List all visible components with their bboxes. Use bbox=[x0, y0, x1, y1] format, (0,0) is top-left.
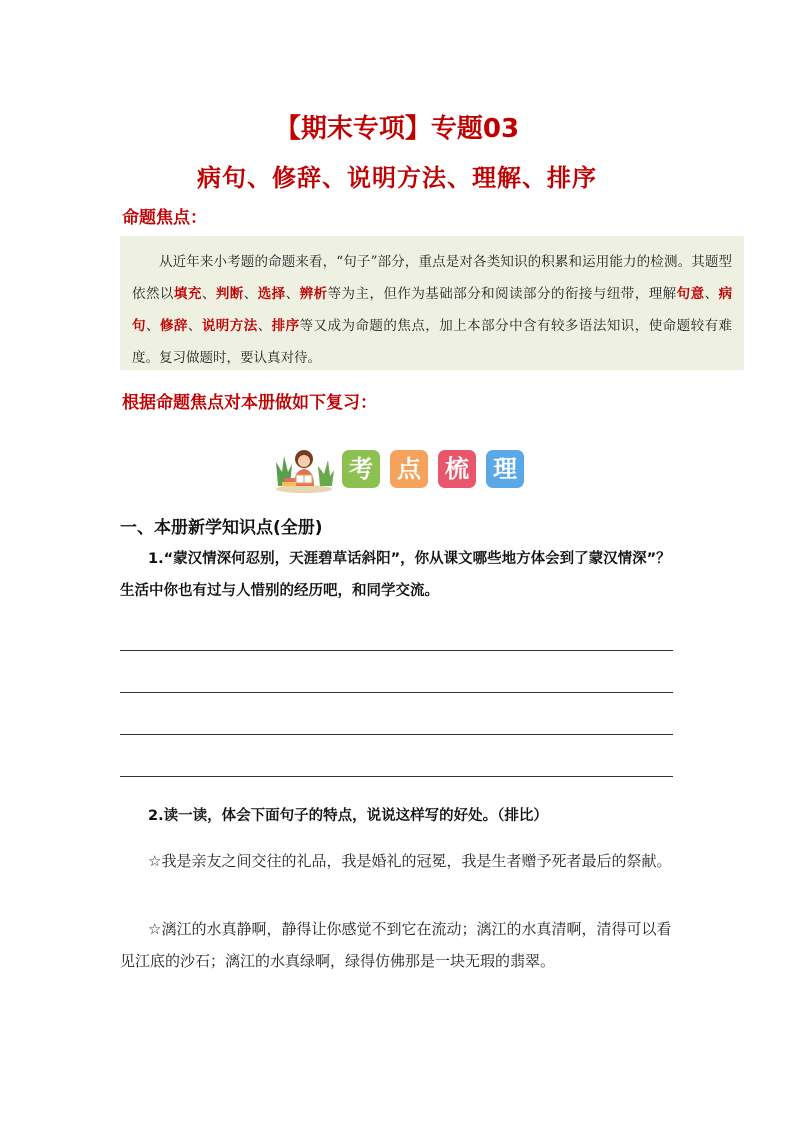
review-label: 根据命题焦点对本册做如下复习： bbox=[122, 393, 377, 413]
highlight-rhetoric: 修辞 bbox=[159, 318, 188, 334]
topic-banner bbox=[272, 442, 532, 494]
example-sentence-1: ☆我是亲友之间交往的礼品，我是婚礼的冠冕，我是生者赠予死者最后的祭献。 bbox=[148, 852, 672, 870]
highlight-explain-method: 说明方法 bbox=[201, 318, 258, 334]
answer-line[interactable] bbox=[120, 734, 673, 735]
highlight-fill: 填充 bbox=[173, 286, 202, 302]
reading-girl-icon bbox=[272, 442, 336, 494]
answer-line[interactable] bbox=[120, 776, 673, 777]
focus-box bbox=[120, 236, 744, 370]
answer-line[interactable] bbox=[120, 650, 673, 651]
page-title: 【期末专项】专题03 bbox=[274, 114, 520, 144]
focus-label: 命题焦点： bbox=[122, 208, 207, 228]
section-title: 一、本册新学知识点(全册) bbox=[120, 518, 323, 538]
highlight-sick-sentence: 病句 bbox=[132, 286, 733, 334]
question-1: 1.“蒙汉情深何忍别，天涯碧草话斜阳”，你从课文哪些地方体会到了蒙汉情深”？生活中你也有过与人惜别的经历吧，和同学交流。 bbox=[120, 551, 671, 599]
question-2: 2.读一读，体会下面句子的特点，说说这样写的好处。（排比） bbox=[148, 808, 548, 824]
focus-paragraph: 从近年来小考题的命题来看，“句子”部分，重点是对各类知识的积累和运用能力的检测。其题型依然以填充、判断、选择、辨析等为主，但作为基础部分和阅读部分的衔接与纽带，理解句意、病句、修辞、说明方法、排序等又成为命题的焦点，加上本部分中含有较多语法知识，使命题较有难度。复习做题时，要认真对待。 bbox=[132, 254, 733, 366]
highlight-meaning: 句意 bbox=[676, 286, 705, 302]
banner-char-4: 理 bbox=[486, 450, 524, 488]
banner-char-2: 点 bbox=[390, 450, 428, 488]
highlight-choose: 选择 bbox=[257, 286, 286, 302]
answer-line[interactable] bbox=[120, 692, 673, 693]
highlight-analyze: 辨析 bbox=[299, 286, 328, 302]
highlight-ordering: 排序 bbox=[271, 318, 300, 334]
page-subtitle: 病句、修辞、说明方法、理解、排序 bbox=[197, 164, 597, 192]
highlight-judge: 判断 bbox=[215, 286, 244, 302]
banner-char-1: 考 bbox=[342, 450, 380, 488]
banner-char-3: 梳 bbox=[438, 450, 476, 488]
example-sentence-2: ☆漓江的水真静啊，静得让你感觉不到它在流动；漓江的水真清啊，清得可以看见江底的沙石；漓江的水真绿啊，绿得仿佛那是一块无瑕的翡翠。 bbox=[120, 920, 672, 970]
